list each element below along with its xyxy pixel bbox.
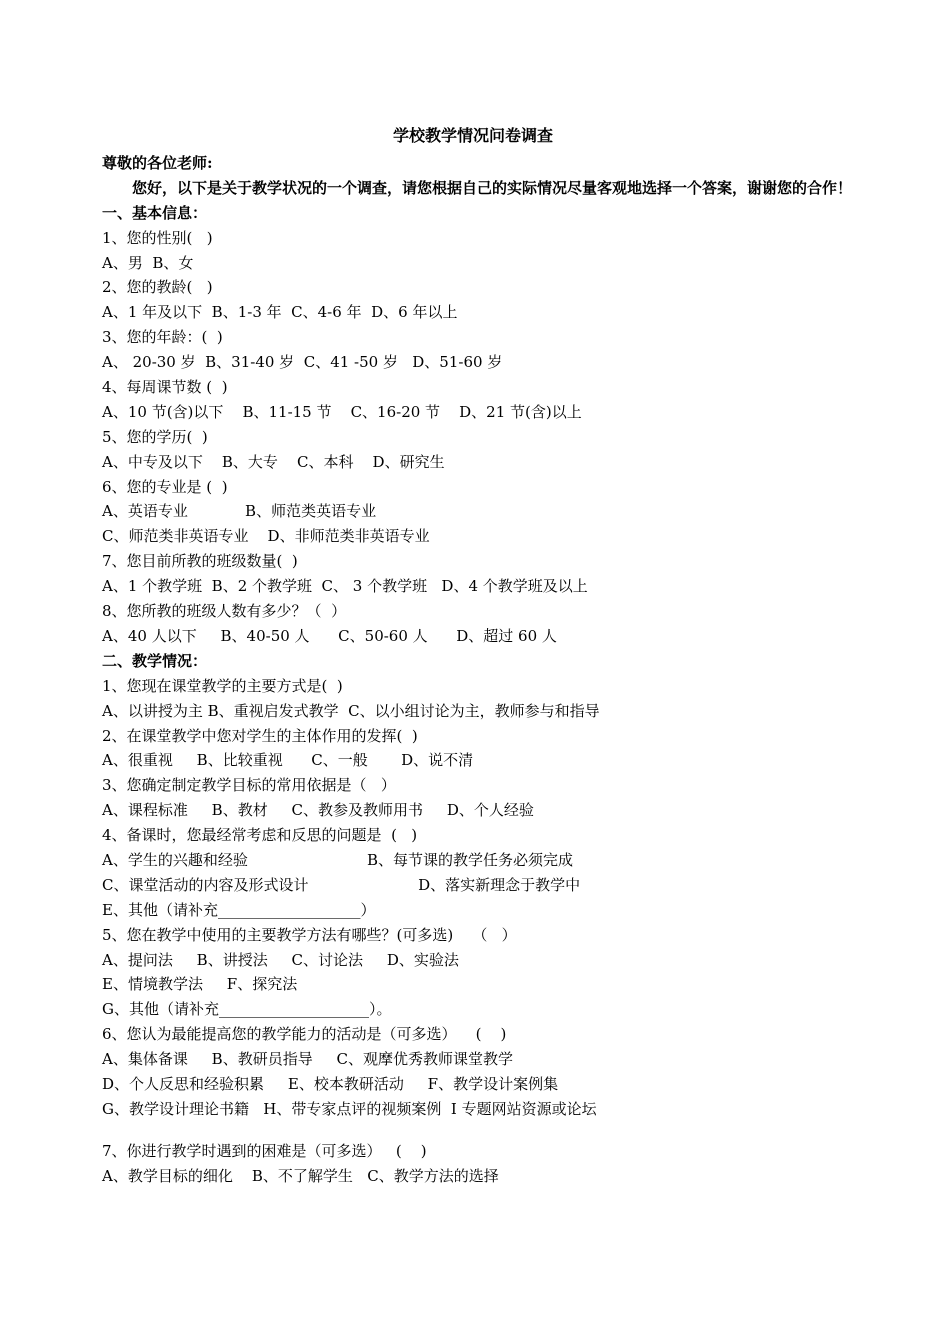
survey-line: A、1 个教学班 B、2 个教学班 C、 3 个教学班 D、4 个教学班及以上 [102, 577, 588, 596]
survey-line: 7、您目前所教的班级数量( ) [102, 552, 298, 571]
survey-line: 2、您的教龄( ) [102, 278, 213, 297]
survey-line: E、其他（请补充___________________） [102, 900, 376, 919]
survey-line: 5、您的学历( ) [102, 427, 208, 446]
survey-line: A、英语专业 B、师范类英语专业 [102, 502, 377, 521]
survey-line: 8、您所教的班级人数有多少？（ ） [102, 602, 347, 621]
survey-line: A、课程标准 B、教材 C、教参及教师用书 D、个人经验 [102, 801, 534, 820]
survey-line: A、中专及以下 B、大专 C、本科 D、研究生 [102, 452, 445, 471]
survey-line: 1、您现在课堂教学的主要方式是( ) [102, 676, 343, 695]
survey-line: A、1 年及以下 B、1-3 年 C、4-6 年 D、6 年以上 [102, 303, 458, 322]
survey-line: A、学生的兴趣和经验 B、每节课的教学任务必须完成 [102, 850, 574, 869]
survey-line: A、 20-30 岁 B、31-40 岁 C、41 -50 岁 D、51-60 岁 [102, 353, 503, 372]
survey-line: A、教学目标的细化 B、不了解学生 C、教学方法的选择 [102, 1166, 499, 1185]
survey-line: 3、您确定制定教学目标的常用依据是（ ） [102, 776, 396, 795]
survey-line: 5、您在教学中使用的主要教学方法有哪些？(可多选) （ ） [102, 925, 517, 944]
survey-line: 3、您的年龄：( ) [102, 328, 223, 347]
survey-line: A、以讲授为主 B、重视启发式教学 C、以小组讨论为主，教师参与和指导 [102, 701, 600, 720]
survey-line: C、课堂活动的内容及形式设计 D、落实新理念于教学中 [102, 875, 581, 894]
survey-line: E、情境教学法 F、探究法 [102, 975, 298, 994]
survey-line: G、教学设计理论书籍 H、带专家点评的视频案例 I 专题网站资源或论坛 [102, 1099, 597, 1118]
survey-line: 6、您认为最能提高您的教学能力的活动是（可多选） ( ) [102, 1025, 507, 1044]
survey-line: A、10 节(含)以下 B、11-15 节 C、16-20 节 D、21 节(含)以上 [102, 402, 582, 421]
intro-paragraph: 您好，以下是关于教学状况的一个调查，请您根据自己的实际情况尽量客观地选择一个答案，谢谢您的合作！ [132, 178, 853, 197]
survey-line: D、个人反思和经验积累 E、校本教研活动 F、教学设计案例集 [102, 1074, 559, 1093]
survey-line: A、集体备课 B、教研员指导 C、观摩优秀教师课堂教学 [102, 1050, 514, 1069]
section-heading-basic-info: 一、基本信息： [102, 203, 208, 222]
survey-line: 4、每周课节数 ( ) [102, 378, 228, 397]
document-page [102, 123, 862, 1189]
survey-line: 6、您的专业是 ( ) [102, 477, 228, 496]
paragraph-gap [102, 1122, 862, 1139]
document-title: 学校教学情况问卷调查 [392, 126, 553, 145]
survey-line: 2、在课堂教学中您对学生的主体作用的发挥( ) [102, 726, 418, 745]
survey-line: G、其他（请补充____________________）。 [102, 1000, 392, 1019]
survey-line: A、提问法 B、讲授法 C、讨论法 D、实验法 [102, 950, 459, 969]
survey-line: 4、备课时，您最经常考虑和反思的问题是 ( ) [102, 826, 418, 845]
survey-line: A、男 B、女 [102, 253, 194, 272]
section-heading-teaching: 二、教学情况： [102, 651, 208, 670]
survey-line: C、师范类非英语专业 D、非师范类非英语专业 [102, 527, 430, 546]
survey-line: 1、您的性别( ) [102, 228, 213, 247]
greeting: 尊敬的各位老师: [102, 154, 213, 172]
survey-line: 7、你进行教学时遇到的困难是（可多选） ( ) [102, 1141, 427, 1160]
survey-line: A、很重视 B、比较重视 C、一般 D、说不清 [102, 751, 474, 770]
survey-line: A、40 人以下 B、40-50 人 C、50-60 人 D、超过 60 人 [102, 626, 557, 645]
